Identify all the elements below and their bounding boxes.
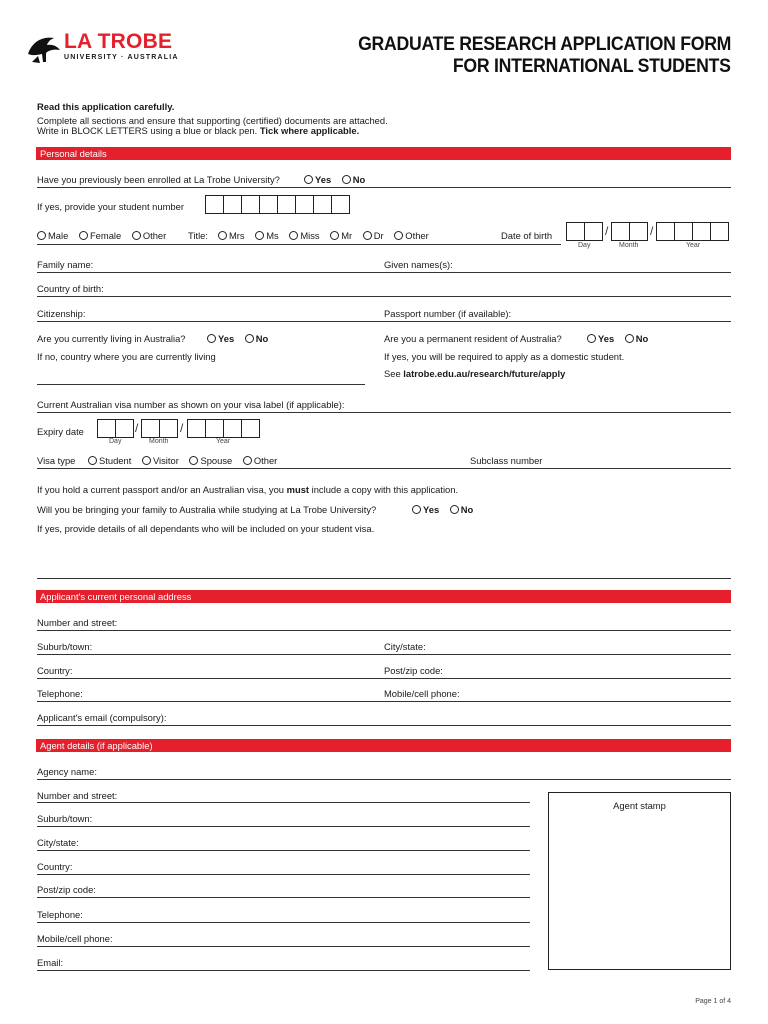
address-email-label: Applicant's email (compulsory): (37, 712, 167, 723)
passport-label: Passport number (if available): (384, 308, 512, 319)
agent-street-label: Number and street: (37, 790, 118, 801)
country-birth-label: Country of birth: (37, 283, 104, 294)
la-trobe-eagle-logo-icon (24, 32, 62, 66)
prev-enrolled-options (304, 174, 373, 185)
agent-mobile-label: Mobile/cell phone: (37, 933, 113, 944)
domestic-note: If yes, you will be required to apply as a domestic student. (384, 351, 625, 362)
dob-month-caption: Month (619, 242, 639, 249)
agent-country-label: Country: (37, 861, 73, 872)
expiry-year-caption: Year (216, 438, 231, 445)
family-yes[interactable]: Yes (412, 504, 439, 515)
agent-email-label: Email: (37, 957, 64, 968)
address-street-label: Number and street: (37, 617, 118, 628)
title-ms[interactable]: Ms (255, 230, 279, 241)
title-other[interactable]: Other (394, 230, 428, 241)
dob-year-caption: Year (686, 242, 701, 249)
perm-resident-options (587, 333, 656, 344)
visa-number-line[interactable] (37, 412, 731, 413)
address-telephone-label: Telephone: (37, 688, 83, 699)
agent-city-label: City/state: (37, 837, 79, 848)
agent-agency-line[interactable] (37, 779, 731, 780)
living-aus-label: Are you currently living in Australia? (37, 333, 186, 344)
living-aus-no[interactable]: No (245, 333, 269, 344)
agent-telephone-label: Telephone: (37, 909, 83, 920)
student-number-label: If yes, provide your student number (37, 201, 184, 212)
agent-suburb-label: Suburb/town: (37, 813, 93, 824)
address-suburb-label: Suburb/town: (37, 641, 93, 652)
agent-stamp-box (548, 792, 731, 970)
visa-type-options (88, 455, 285, 466)
subclass-label: Subclass number (470, 455, 543, 466)
title-options (218, 230, 437, 241)
title-mr[interactable]: Mr (330, 230, 352, 241)
expiry-month-boxes[interactable] (141, 419, 177, 438)
passport-visa-note: If you hold a current passport and/or an Australian visa, you must include a copy with this application. (37, 484, 459, 495)
expiry-day-boxes[interactable] (97, 419, 133, 438)
visa-type-student[interactable]: Student (88, 455, 131, 466)
perm-resident-label: Are you a permanent resident of Australia? (384, 333, 562, 344)
given-names-label: Given names(s): (384, 259, 453, 270)
brand-subtitle: UNIVERSITY · AUSTRALIA (64, 54, 179, 61)
gender-options (37, 230, 174, 241)
student-number-boxes[interactable] (205, 195, 349, 214)
intro-line2: Complete all sections and ensure that supporting (certified) documents are attached. (37, 115, 388, 126)
address-street-line[interactable] (37, 630, 731, 631)
address-telephone-mobile-line[interactable] (37, 701, 731, 702)
prev-enrolled-label: Have you previously been enrolled at La Trobe University? (37, 174, 280, 185)
dob-month-boxes[interactable] (611, 222, 647, 241)
family-question-label: Will you be bringing your family to Australia while studying at La Trobe University? (37, 504, 377, 515)
apply-link[interactable]: latrobe.edu.au/research/future/apply (403, 368, 566, 379)
prev-enrolled-yes[interactable]: Yes (304, 174, 331, 185)
visa-type-other[interactable]: Other (243, 455, 277, 466)
living-aus-options (207, 333, 276, 344)
country-living-label: If no, country where you are currently living (37, 351, 216, 362)
title-label: Title: (188, 230, 208, 241)
dependants-label: If yes, provide details of all dependants who will be included on your student visa. (37, 523, 375, 534)
visa-type-visitor[interactable]: Visitor (142, 455, 179, 466)
address-country-postcode-line[interactable] (37, 678, 731, 679)
family-question-options (412, 504, 481, 515)
country-birth-line[interactable] (37, 296, 731, 297)
agent-telephone-line[interactable] (37, 922, 530, 923)
family-no[interactable]: No (450, 504, 474, 515)
address-suburb-city-line[interactable] (37, 654, 731, 655)
expiry-month-caption: Month (149, 438, 169, 445)
intro-line3: Write in BLOCK LETTERS using a blue or black pen. Tick where applicable. (37, 125, 360, 136)
expiry-day-caption: Day (109, 438, 122, 445)
address-email-line[interactable] (37, 725, 731, 726)
address-city-label: City/state: (384, 641, 426, 652)
intro-heading: Read this application carefully. (37, 101, 175, 112)
agent-mobile-line[interactable] (37, 946, 530, 947)
agent-street-line[interactable] (37, 802, 530, 803)
visa-number-label: Current Australian visa number as shown on your visa label (if applicable): (37, 399, 345, 410)
agent-country-line[interactable] (37, 874, 530, 875)
address-postcode-label: Post/zip code: (384, 665, 443, 676)
living-aus-yes[interactable]: Yes (207, 333, 234, 344)
address-mobile-label: Mobile/cell phone: (384, 688, 460, 699)
agent-city-line[interactable] (37, 850, 530, 851)
title-dr[interactable]: Dr (363, 230, 384, 241)
form-title-line2: FOR INTERNATIONAL STUDENTS (453, 56, 731, 77)
dob-day-boxes[interactable] (566, 222, 602, 241)
title-mrs[interactable]: Mrs (218, 230, 245, 241)
perm-resident-yes[interactable]: Yes (587, 333, 614, 344)
family-name-label: Family name: (37, 259, 94, 270)
dob-year-boxes[interactable] (656, 222, 728, 241)
apply-link-text: See latrobe.edu.au/research/future/apply (384, 368, 566, 379)
section-personal-details: Personal details (36, 147, 731, 160)
form-title-line1: GRADUATE RESEARCH APPLICATION FORM (357, 34, 731, 55)
family-given-name-line[interactable] (37, 272, 731, 273)
visa-type-spouse[interactable]: Spouse (189, 455, 232, 466)
visa-type-label: Visa type (37, 455, 76, 466)
country-living-line[interactable] (37, 384, 365, 385)
gender-female[interactable]: Female (79, 230, 121, 241)
brand-name: LA TROBE (64, 30, 173, 53)
agent-suburb-line[interactable] (37, 826, 530, 827)
address-country-label: Country: (37, 665, 73, 676)
gender-other[interactable]: Other (132, 230, 166, 241)
agent-agency-label: Agency name: (37, 766, 97, 777)
citizenship-passport-line[interactable] (37, 321, 731, 322)
perm-resident-no[interactable]: No (625, 333, 649, 344)
section-personal-address: Applicant's current personal address (36, 590, 731, 603)
page-number: Page 1 of 4 (695, 998, 731, 1005)
agent-stamp-label: Agent stamp (613, 800, 666, 811)
title-miss[interactable]: Miss (289, 230, 319, 241)
gender-male[interactable]: Male (37, 230, 68, 241)
dob-label: Date of birth (501, 230, 553, 241)
agent-postcode-line[interactable] (37, 897, 530, 898)
agent-email-line[interactable] (37, 970, 530, 971)
agent-postcode-label: Post/zip code: (37, 884, 96, 895)
dob-day-caption: Day (578, 242, 591, 249)
section-agent-details: Agent details (if applicable) (36, 739, 731, 752)
prev-enrolled-no[interactable]: No (342, 174, 366, 185)
dependants-line[interactable] (37, 578, 731, 579)
expiry-label: Expiry date (37, 426, 84, 437)
citizenship-label: Citizenship: (37, 308, 86, 319)
expiry-year-boxes[interactable] (187, 419, 259, 438)
